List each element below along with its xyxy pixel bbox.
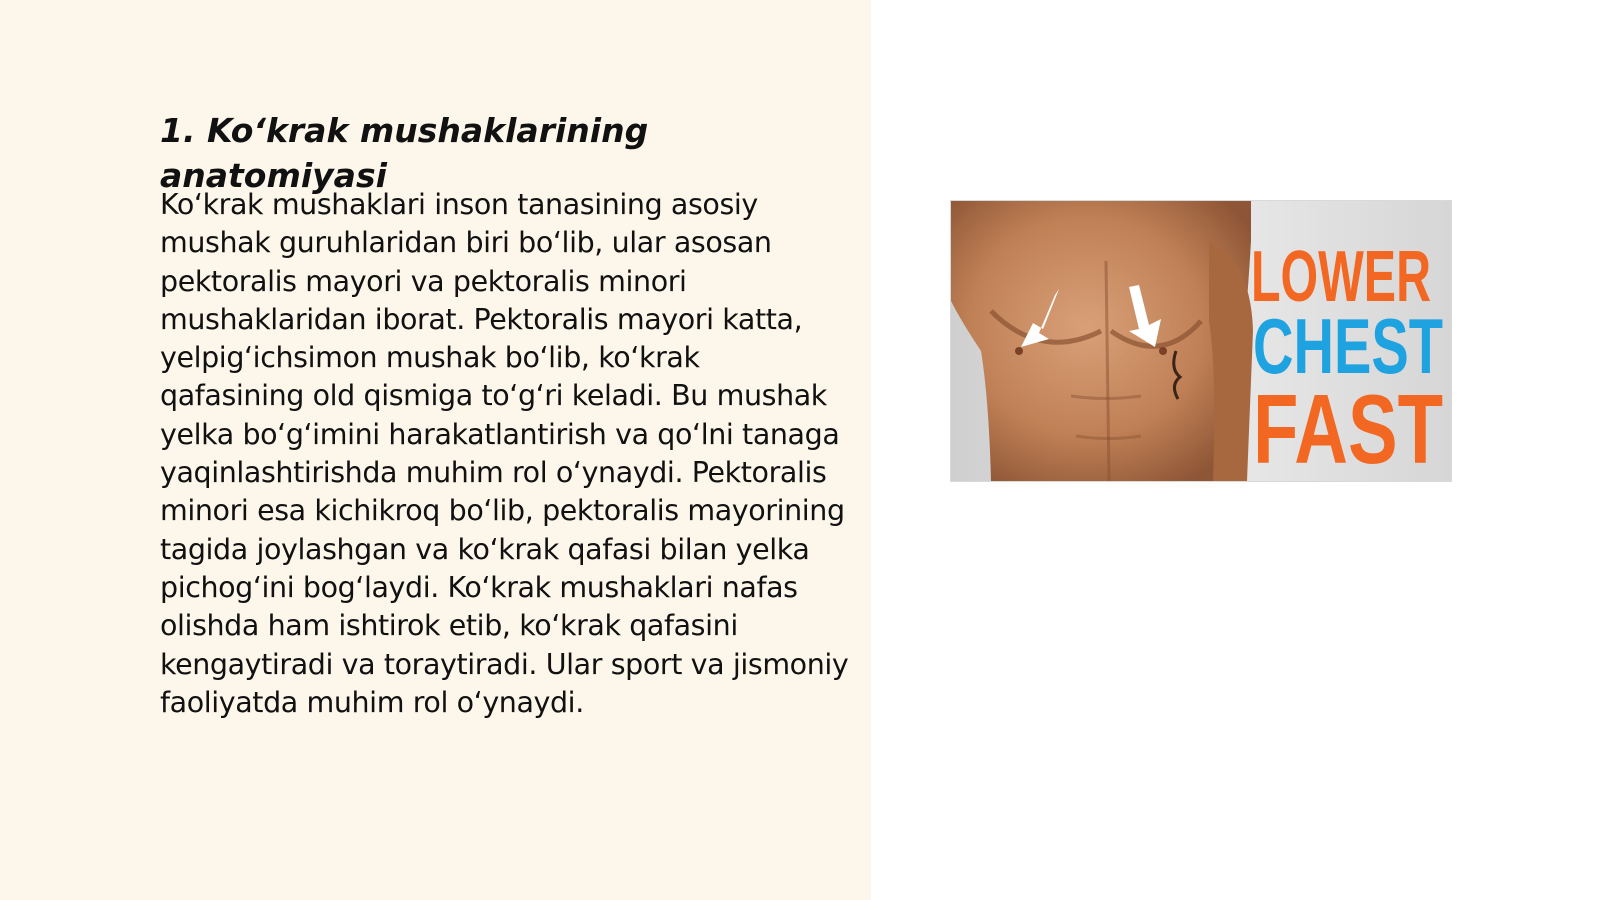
slide-title: 1. Ko‘krak mushaklarining anatomiyasi (160, 111, 649, 195)
chest-text: CHEST (1253, 302, 1443, 390)
chest-illustration (951, 201, 1451, 484)
lower-text: LOWER (1251, 237, 1431, 317)
slide-body-text: Ko‘krak mushaklari inson tanasining asosiy mushak guruhlaridan biri bo‘lib, ular asosan pektoralis mayori va pektoralis minori mushaklaridan iborat. Pektoralis mayori katta, yelpig‘ichsimon mushak bo‘lib, ko‘krak qafasining old qismiga to‘g‘ri keladi. Bu mushak yelka bo‘g‘imini harakatlantirish va qo‘lni tanaga yaqinlashtirishda muhim rol o‘ynaydi. Pektoralis minori esa kichikroq bo‘lib, pektoralis mayorining tagida joylashgan va ko‘krak qafasi bilan yelka pichog‘ini bog‘laydi. Ko‘krak mushaklari nafas olishda ham ishtirok etib, ko‘krak qafasini kengaytiradi va toraytiradi. Ular sport va jismoniy faoliyatda muhim rol o‘ynaydi. (160, 188, 849, 719)
chest-photo (950, 200, 1452, 482)
fast-text: FAST (1253, 374, 1443, 484)
nipple-right (1159, 347, 1167, 355)
nipple-left (1015, 347, 1023, 355)
